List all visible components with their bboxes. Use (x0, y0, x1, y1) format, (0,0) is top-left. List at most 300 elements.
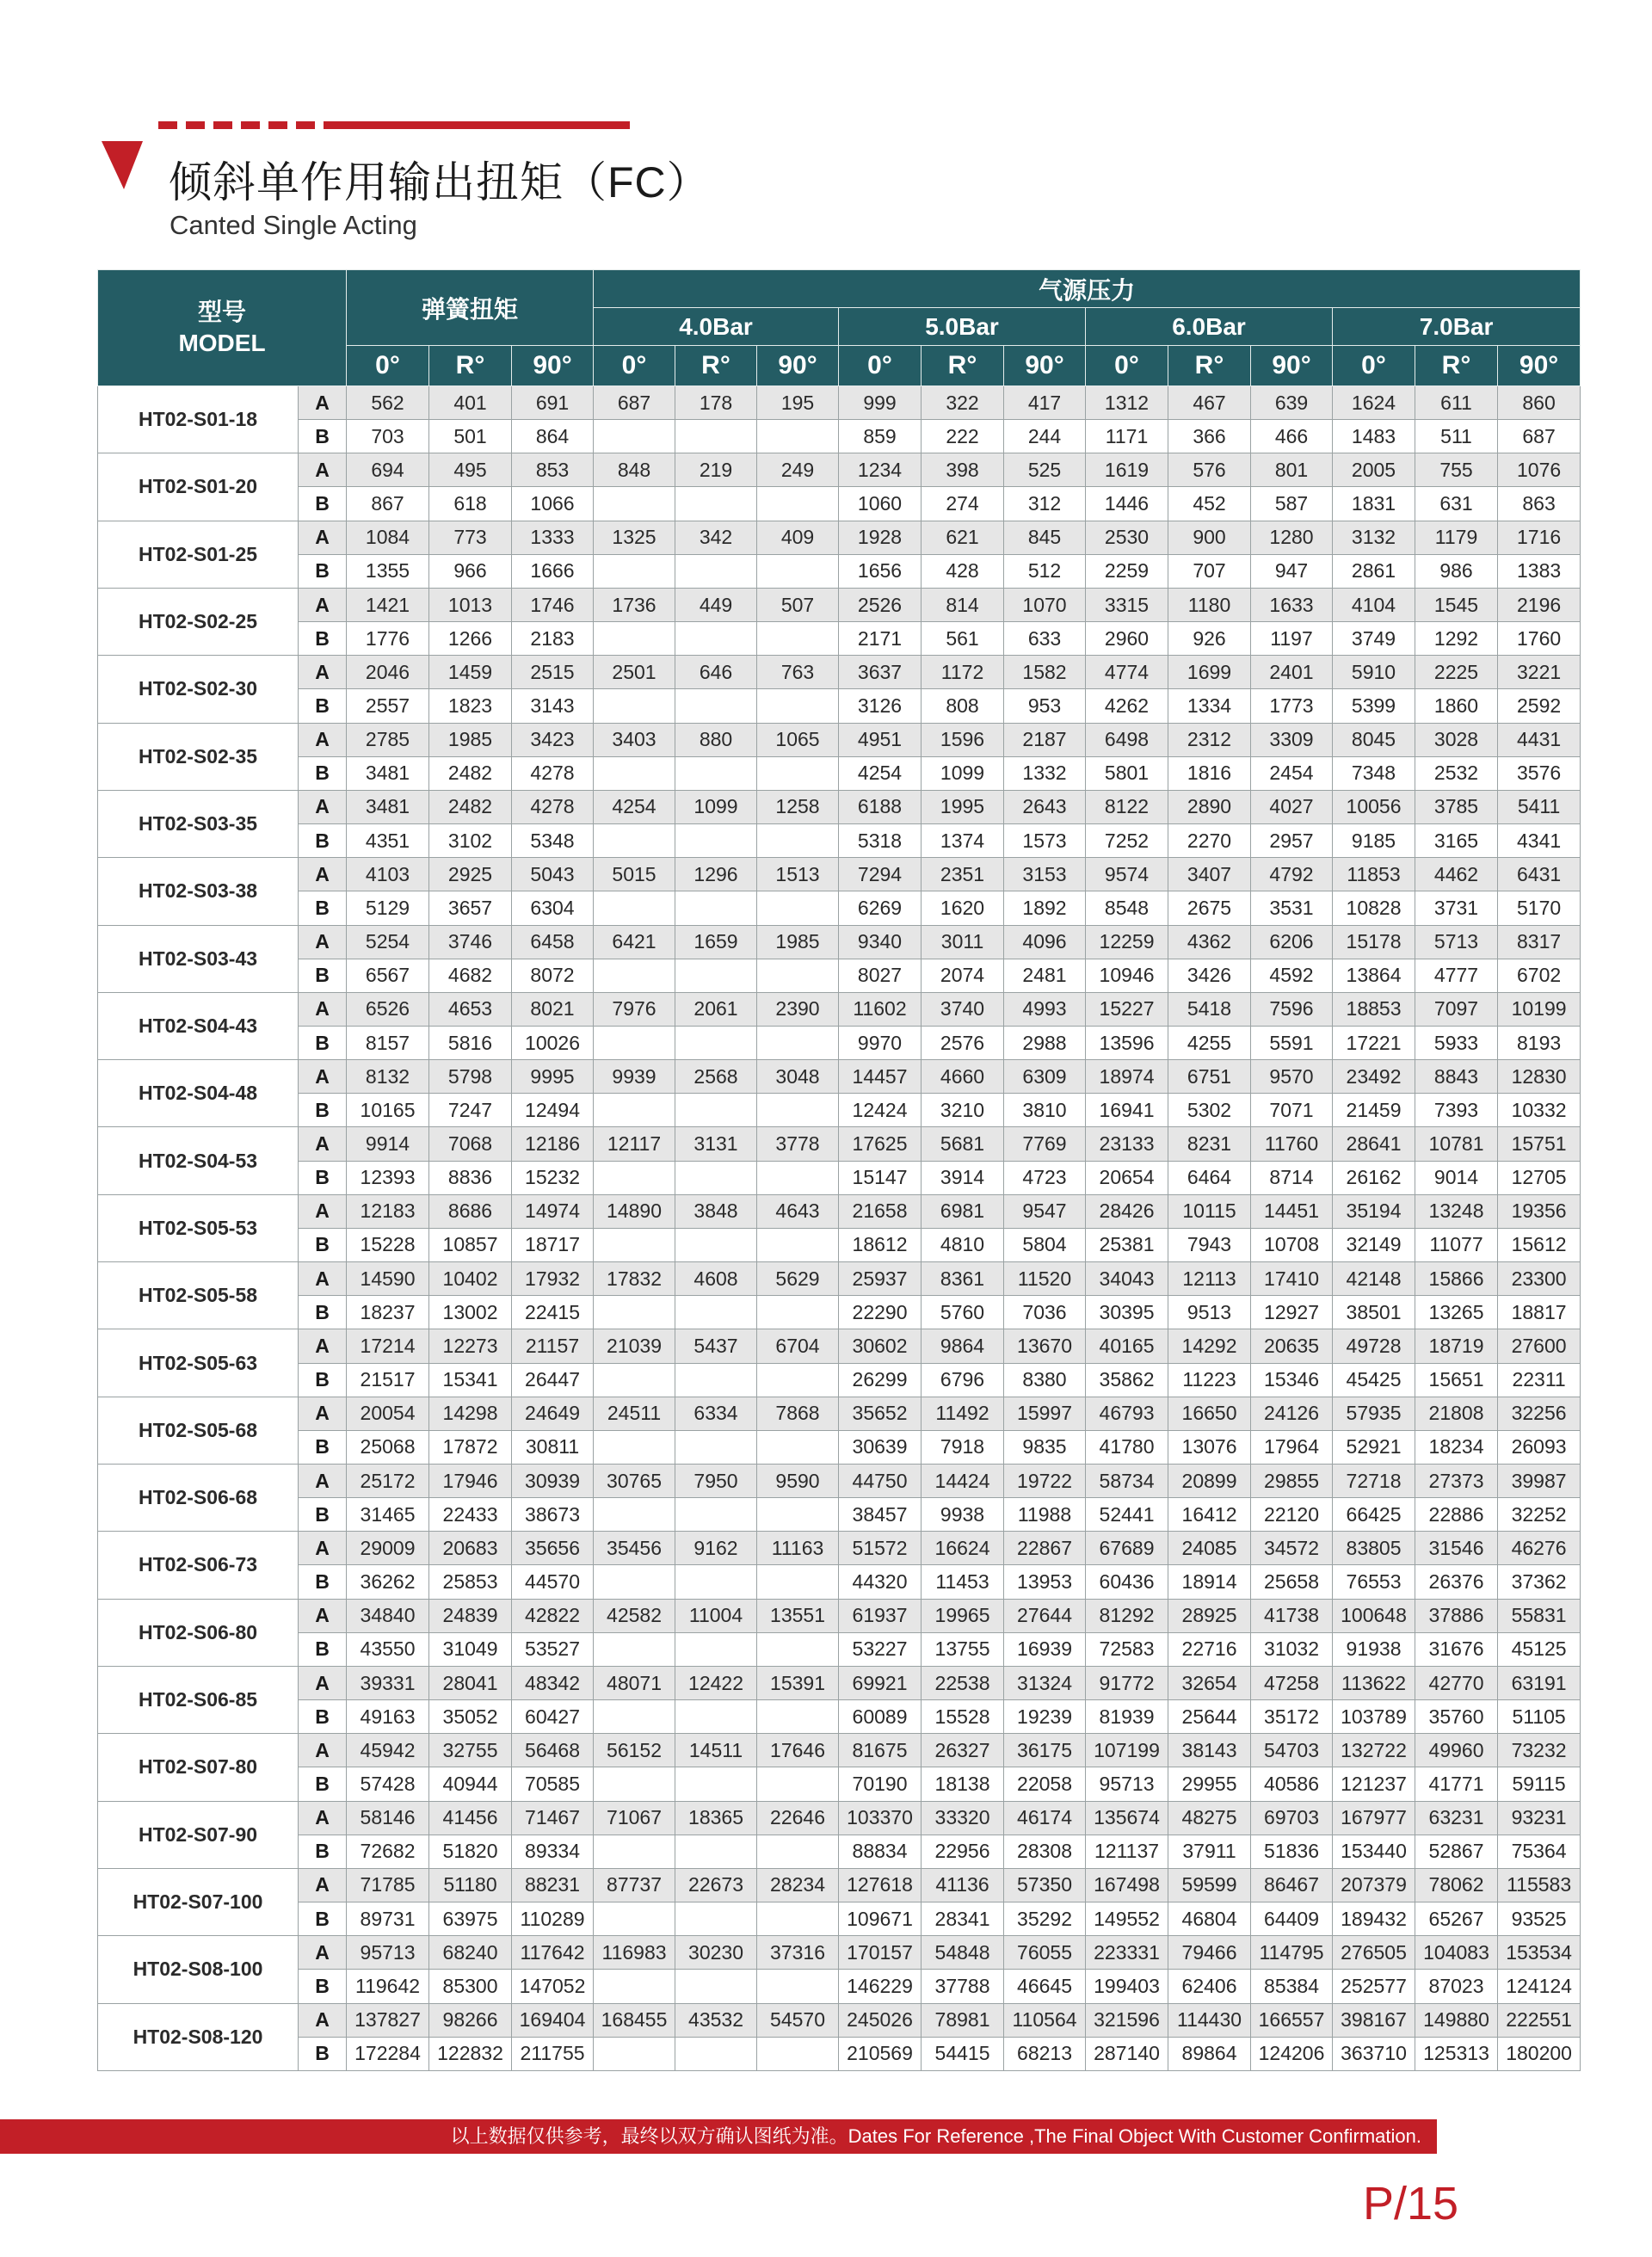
torque-cell: 26299 (839, 1363, 922, 1397)
torque-cell: 64409 (1251, 1902, 1333, 1936)
torque-cell: 466 (1251, 420, 1333, 453)
torque-cell: 4462 (1415, 858, 1498, 891)
torque-cell: 5816 (429, 1026, 512, 1059)
torque-cell: 9590 (757, 1465, 839, 1498)
torque-cell: 773 (429, 521, 512, 554)
torque-cell: 31676 (1415, 1632, 1498, 1666)
torque-cell: 32755 (429, 1734, 512, 1767)
torque-cell: 153534 (1498, 1936, 1581, 1970)
variant-cell: B (299, 1835, 347, 1868)
torque-cell: 30230 (675, 1936, 757, 1970)
torque-cell: 10026 (512, 1026, 594, 1059)
variant-cell: A (299, 790, 347, 823)
torque-cell: 117642 (512, 1936, 594, 1970)
torque-cell: 15228 (347, 1228, 429, 1261)
torque-cell: 78981 (922, 2003, 1004, 2037)
torque-cell: 14298 (429, 1397, 512, 1430)
torque-cell: 1776 (347, 622, 429, 656)
torque-cell (594, 824, 675, 858)
table-row (98, 1228, 1581, 1261)
torque-cell: 9162 (675, 1532, 757, 1565)
torque-cell: 1374 (922, 824, 1004, 858)
torque-cell: 4096 (1004, 925, 1086, 959)
variant-cell: B (299, 1632, 347, 1666)
table-row (98, 1902, 1581, 1936)
variant-cell: A (299, 2003, 347, 2037)
torque-cell: 1446 (1086, 487, 1168, 521)
torque-cell: 60427 (512, 1700, 594, 1734)
torque-cell: 19722 (1004, 1465, 1086, 1498)
torque-cell: 30765 (594, 1465, 675, 1498)
spring-torque-header: 弹簧扭矩 (347, 270, 594, 346)
torque-cell: 38457 (839, 1498, 922, 1532)
torque-cell (757, 1970, 839, 2003)
torque-cell: 3028 (1415, 723, 1498, 756)
torque-cell: 79466 (1168, 1936, 1251, 1970)
torque-cell: 8380 (1004, 1363, 1086, 1397)
torque-cell: 59599 (1168, 1868, 1251, 1902)
variant-cell: B (299, 959, 347, 992)
torque-cell: 12117 (594, 1127, 675, 1161)
torque-cell: 2481 (1004, 959, 1086, 992)
torque-cell (675, 1161, 757, 1194)
torque-cell: 22673 (675, 1868, 757, 1902)
torque-cell: 17410 (1251, 1262, 1333, 1296)
torque-cell: 1383 (1498, 554, 1581, 588)
torque-cell: 1172 (922, 656, 1004, 689)
torque-cell (757, 1026, 839, 1059)
torque-cell: 15651 (1415, 1363, 1498, 1397)
torque-cell: 19239 (1004, 1700, 1086, 1734)
torque-cell: 68240 (429, 1936, 512, 1970)
torque-cell: 495 (429, 453, 512, 487)
torque-cell: 11077 (1415, 1228, 1498, 1261)
torque-cell: 5170 (1498, 891, 1581, 925)
torque-cell: 20654 (1086, 1161, 1168, 1194)
torque-cell: 8072 (512, 959, 594, 992)
torque-cell: 14457 (839, 1060, 922, 1094)
torque-cell: 28341 (922, 1902, 1004, 1936)
torque-cell: 6981 (922, 1194, 1004, 1228)
torque-cell: 7071 (1251, 1094, 1333, 1127)
torque-cell: 1355 (347, 554, 429, 588)
torque-cell: 953 (1004, 689, 1086, 723)
page-subtitle: Canted Single Acting (170, 210, 417, 240)
torque-cell: 2270 (1168, 824, 1251, 858)
torque-cell: 13596 (1086, 1026, 1168, 1059)
torque-cell: 26447 (512, 1363, 594, 1397)
header-rule-dash (158, 121, 177, 129)
torque-cell: 13864 (1333, 959, 1415, 992)
torque-cell: 17946 (429, 1465, 512, 1498)
torque-cell: 27373 (1415, 1465, 1498, 1498)
torque-cell: 4278 (512, 756, 594, 790)
torque-cell: 54848 (922, 1936, 1004, 1970)
torque-cell: 1816 (1168, 756, 1251, 790)
torque-cell (757, 1565, 839, 1599)
torque-cell: 417 (1004, 386, 1086, 420)
model-cell: HT02-S05-58 (98, 1262, 299, 1329)
torque-cell: 763 (757, 656, 839, 689)
torque-cell: 1258 (757, 790, 839, 823)
torque-cell: 8132 (347, 1060, 429, 1094)
torque-cell: 5318 (839, 824, 922, 858)
model-cell: HT02-S05-63 (98, 1329, 299, 1397)
torque-cell: 2312 (1168, 723, 1251, 756)
torque-cell: 1013 (429, 588, 512, 621)
torque-cell: 1773 (1251, 689, 1333, 723)
torque-cell: 35760 (1415, 1700, 1498, 1734)
torque-cell: 26327 (922, 1734, 1004, 1767)
torque-cell: 3778 (757, 1127, 839, 1161)
torque-cell: 8021 (512, 992, 594, 1026)
torque-cell: 46645 (1004, 1970, 1086, 2003)
torque-cell: 62406 (1168, 1970, 1251, 2003)
torque-cell: 19965 (922, 1599, 1004, 1632)
torque-cell (675, 756, 757, 790)
variant-cell: B (299, 2037, 347, 2070)
torque-cell: 54703 (1251, 1734, 1333, 1767)
angle-header: 90° (1004, 346, 1086, 386)
torque-cell (675, 1835, 757, 1868)
variant-cell: A (299, 992, 347, 1026)
torque-cell: 48342 (512, 1666, 594, 1699)
torque-cell: 3740 (922, 992, 1004, 1026)
variant-cell: B (299, 622, 347, 656)
torque-cell: 6304 (512, 891, 594, 925)
torque-cell: 27644 (1004, 1599, 1086, 1632)
page-title: 倾斜单作用输出扭矩（FC） (169, 158, 711, 207)
torque-cell: 1633 (1251, 588, 1333, 621)
variant-cell: A (299, 1599, 347, 1632)
torque-cell: 2390 (757, 992, 839, 1026)
model-cell: HT02-S05-53 (98, 1194, 299, 1261)
torque-cell: 47258 (1251, 1666, 1333, 1699)
model-cell: HT02-S03-43 (98, 925, 299, 992)
torque-cell: 60436 (1086, 1565, 1168, 1599)
torque-cell: 7769 (1004, 1127, 1086, 1161)
torque-cell: 1746 (512, 588, 594, 621)
torque-cell: 20635 (1251, 1329, 1333, 1363)
header-rule-dash (213, 121, 232, 129)
torque-cell (594, 1767, 675, 1801)
torque-cell: 1985 (429, 723, 512, 756)
torque-cell: 21157 (512, 1329, 594, 1363)
torque-cell: 512 (1004, 554, 1086, 588)
torque-cell: 4993 (1004, 992, 1086, 1026)
torque-cell: 57350 (1004, 1868, 1086, 1902)
torque-cell: 10708 (1251, 1228, 1333, 1261)
torque-cell: 8157 (347, 1026, 429, 1059)
torque-cell: 24126 (1251, 1397, 1333, 1430)
torque-cell: 58734 (1086, 1465, 1168, 1498)
variant-cell: A (299, 1194, 347, 1228)
torque-cell: 2526 (839, 588, 922, 621)
torque-cell (757, 1228, 839, 1261)
torque-cell: 28426 (1086, 1194, 1168, 1228)
torque-cell: 199403 (1086, 1970, 1168, 2003)
torque-cell: 73232 (1498, 1734, 1581, 1767)
torque-cell: 35652 (839, 1397, 922, 1430)
torque-cell: 2568 (675, 1060, 757, 1094)
torque-cell: 76553 (1333, 1565, 1415, 1599)
torque-cell: 428 (922, 554, 1004, 588)
torque-cell: 42148 (1333, 1262, 1415, 1296)
torque-cell: 44570 (512, 1565, 594, 1599)
torque-cell: 859 (839, 420, 922, 453)
torque-cell: 9995 (512, 1060, 594, 1094)
torque-cell (594, 1565, 675, 1599)
torque-cell: 9574 (1086, 858, 1168, 891)
torque-cell: 7068 (429, 1127, 512, 1161)
torque-cell: 127618 (839, 1868, 922, 1902)
torque-cell: 31324 (1004, 1666, 1086, 1699)
table-row (98, 1060, 1581, 1094)
torque-cell: 7596 (1251, 992, 1333, 1026)
torque-cell: 24839 (429, 1599, 512, 1632)
table-row (98, 1363, 1581, 1397)
torque-cell: 6269 (839, 891, 922, 925)
torque-cell: 867 (347, 487, 429, 521)
torque-cell (757, 554, 839, 588)
torque-cell: 3481 (347, 756, 429, 790)
torque-cell: 3657 (429, 891, 512, 925)
torque-cell: 8045 (1333, 723, 1415, 756)
torque-cell: 38501 (1333, 1296, 1415, 1329)
table-row (98, 1296, 1581, 1329)
torque-cell: 4255 (1168, 1026, 1251, 1059)
torque-cell: 11004 (675, 1599, 757, 1632)
torque-cell: 45125 (1498, 1632, 1581, 1666)
torque-cell: 1280 (1251, 521, 1333, 554)
torque-cell: 13953 (1004, 1565, 1086, 1599)
model-cell: HT02-S07-80 (98, 1734, 299, 1801)
torque-cell: 9014 (1415, 1161, 1498, 1194)
torque-cell (594, 1363, 675, 1397)
torque-cell (594, 554, 675, 588)
torque-cell: 41738 (1251, 1599, 1333, 1632)
torque-cell (675, 2037, 757, 2070)
variant-cell: A (299, 1666, 347, 1699)
torque-cell: 2061 (675, 992, 757, 1026)
torque-cell: 104083 (1415, 1936, 1498, 1970)
torque-cell: 3048 (757, 1060, 839, 1094)
header-rule-dash (296, 121, 315, 129)
model-cell: HT02-S08-100 (98, 1936, 299, 2003)
table-row (98, 1094, 1581, 1127)
model-cell: HT02-S03-38 (98, 858, 299, 925)
torque-cell: 56152 (594, 1734, 675, 1767)
torque-cell: 31465 (347, 1498, 429, 1532)
torque-cell: 81675 (839, 1734, 922, 1767)
model-cell: HT02-S03-35 (98, 790, 299, 857)
torque-cell: 3531 (1251, 891, 1333, 925)
variant-cell: B (299, 1296, 347, 1329)
model-header-zh: 型号 (198, 299, 247, 325)
torque-cell: 18853 (1333, 992, 1415, 1026)
torque-cell: 219 (675, 453, 757, 487)
torque-cell: 6567 (347, 959, 429, 992)
torque-cell: 100648 (1333, 1599, 1415, 1632)
torque-cell: 10056 (1333, 790, 1415, 823)
torque-cell: 5681 (922, 1127, 1004, 1161)
torque-cell: 121137 (1086, 1835, 1168, 1868)
torque-cell: 15341 (429, 1363, 512, 1397)
torque-cell: 19356 (1498, 1194, 1581, 1228)
torque-cell: 755 (1415, 453, 1498, 487)
torque-cell: 28925 (1168, 1599, 1251, 1632)
air-pressure-header: 气源压力 (594, 270, 1581, 308)
model-cell: HT02-S06-73 (98, 1532, 299, 1599)
torque-cell: 1596 (922, 723, 1004, 756)
torque-cell: 1070 (1004, 588, 1086, 621)
torque-cell: 8027 (839, 959, 922, 992)
variant-cell: B (299, 824, 347, 858)
torque-cell: 4643 (757, 1194, 839, 1228)
torque-cell (757, 1700, 839, 1734)
model-cell: HT02-S07-90 (98, 1801, 299, 1868)
torque-cell: 5933 (1415, 1026, 1498, 1059)
torque-cell: 576 (1168, 453, 1251, 487)
torque-cell: 2957 (1251, 824, 1333, 858)
torque-cell: 49728 (1333, 1329, 1415, 1363)
torque-cell: 16650 (1168, 1397, 1251, 1430)
torque-cell: 3131 (675, 1127, 757, 1161)
torque-cell: 153440 (1333, 1835, 1415, 1868)
table-row (98, 1700, 1581, 1734)
torque-cell: 6188 (839, 790, 922, 823)
torque-cell: 44320 (839, 1565, 922, 1599)
torque-cell: 69703 (1251, 1801, 1333, 1835)
header-rule (158, 121, 630, 129)
torque-cell: 18914 (1168, 1565, 1251, 1599)
torque-cell: 639 (1251, 386, 1333, 420)
torque-cell: 18234 (1415, 1430, 1498, 1464)
table-row (98, 1835, 1581, 1868)
variant-cell: B (299, 1565, 347, 1599)
torque-cell: 16412 (1168, 1498, 1251, 1532)
torque-cell: 6309 (1004, 1060, 1086, 1094)
torque-cell: 54570 (757, 2003, 839, 2037)
torque-cell: 2196 (1498, 588, 1581, 621)
torque-cell: 88231 (512, 1868, 594, 1902)
torque-cell: 69921 (839, 1666, 922, 1699)
torque-cell: 814 (922, 588, 1004, 621)
torque-cell: 10828 (1333, 891, 1415, 925)
torque-cell: 12705 (1498, 1161, 1581, 1194)
table-row (98, 1767, 1581, 1801)
variant-cell: A (299, 1127, 347, 1161)
variant-cell: A (299, 588, 347, 621)
torque-cell: 3165 (1415, 824, 1498, 858)
torque-cell: 54415 (922, 2037, 1004, 2070)
torque-cell (675, 1902, 757, 1936)
torque-cell: 14590 (347, 1262, 429, 1296)
torque-cell: 587 (1251, 487, 1333, 521)
torque-cell: 9340 (839, 925, 922, 959)
torque-cell: 55831 (1498, 1599, 1581, 1632)
variant-cell: A (299, 925, 347, 959)
torque-cell: 51820 (429, 1835, 512, 1868)
torque-cell: 67689 (1086, 1532, 1168, 1565)
torque-cell: 89864 (1168, 2037, 1251, 2070)
torque-cell: 17872 (429, 1430, 512, 1464)
torque-cell: 287140 (1086, 2037, 1168, 2070)
torque-cell: 5015 (594, 858, 675, 891)
header-rule-dash (186, 121, 205, 129)
torque-cell: 7943 (1168, 1228, 1251, 1261)
torque-cell: 35862 (1086, 1363, 1168, 1397)
triangle-down-icon (102, 141, 143, 189)
torque-cell: 180200 (1498, 2037, 1581, 2070)
table-row (98, 1026, 1581, 1059)
torque-cell: 3102 (429, 824, 512, 858)
torque-cell: 10165 (347, 1094, 429, 1127)
torque-cell: 25172 (347, 1465, 429, 1498)
torque-cell: 34572 (1251, 1532, 1333, 1565)
torque-cell: 24511 (594, 1397, 675, 1430)
torque-cell: 845 (1004, 521, 1086, 554)
torque-cell: 41780 (1086, 1430, 1168, 1464)
angle-header: R° (1415, 346, 1498, 386)
torque-cell: 4254 (839, 756, 922, 790)
torque-cell: 5418 (1168, 992, 1251, 1026)
variant-cell: A (299, 1734, 347, 1767)
torque-cell: 5302 (1168, 1094, 1251, 1127)
model-cell: HT02-S08-120 (98, 2003, 299, 2071)
torque-cell: 36175 (1004, 1734, 1086, 1767)
torque-cell: 9864 (922, 1329, 1004, 1363)
torque-cell: 18974 (1086, 1060, 1168, 1094)
torque-cell (757, 689, 839, 723)
torque-cell: 5254 (347, 925, 429, 959)
torque-cell (675, 1970, 757, 2003)
torque-cell: 170157 (839, 1936, 922, 1970)
torque-cell: 3403 (594, 723, 675, 756)
torque-cell: 691 (512, 386, 594, 420)
torque-cell: 46174 (1004, 1801, 1086, 1835)
torque-cell: 1099 (922, 756, 1004, 790)
torque-cell: 58146 (347, 1801, 429, 1835)
torque-cell: 4027 (1251, 790, 1333, 823)
torque-cell (757, 1161, 839, 1194)
torque-cell: 4951 (839, 723, 922, 756)
angle-header: 0° (594, 346, 675, 386)
torque-cell: 15612 (1498, 1228, 1581, 1261)
torque-cell: 12393 (347, 1161, 429, 1194)
torque-cell: 15866 (1415, 1262, 1498, 1296)
torque-cell: 44750 (839, 1465, 922, 1498)
torque-cell: 35172 (1251, 1700, 1333, 1734)
pressure-header: 6.0Bar (1086, 308, 1333, 346)
torque-cell: 23492 (1333, 1060, 1415, 1094)
torque-cell: 12494 (512, 1094, 594, 1127)
torque-cell (594, 756, 675, 790)
torque-cell: 25853 (429, 1565, 512, 1599)
torque-cell: 15346 (1251, 1363, 1333, 1397)
torque-cell: 28234 (757, 1868, 839, 1902)
torque-cell: 1656 (839, 554, 922, 588)
torque-cell: 2454 (1251, 756, 1333, 790)
model-cell: HT02-S06-80 (98, 1599, 299, 1666)
torque-cell: 9970 (839, 1026, 922, 1059)
torque-cell: 93525 (1498, 1902, 1581, 1936)
torque-cell: 5804 (1004, 1228, 1086, 1261)
table-row (98, 723, 1581, 756)
torque-cell: 1312 (1086, 386, 1168, 420)
torque-cell: 4592 (1251, 959, 1333, 992)
model-header (98, 270, 347, 386)
